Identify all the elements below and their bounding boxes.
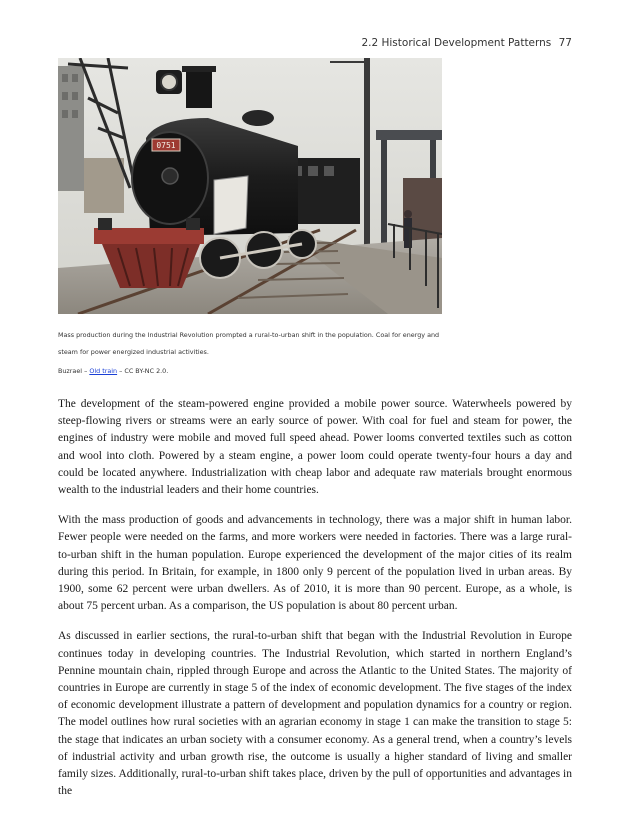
engine-number-plate: 0751 [156, 141, 176, 150]
figure-credit [58, 367, 458, 375]
section-title: 2.2 Historical Development Patterns [361, 37, 552, 49]
credit-author: Buzrael – [58, 367, 90, 375]
steam-locomotive-photo [58, 58, 442, 314]
paragraph-1: The development of the steam-powered engine provided a mobile power source. Waterwheels powered by steep-flowing rivers or streams were an early source of power. With coal for fuel and steam for power, the engines of industry were mobile and moved full speed ahead. Power looms converted textiles such as cotton and wool into cloth. Powered by a steam engine, a power loom could operate twenty-four hours a day and could be located anywhere. Industrialization with cheap labor and adequate raw materials brought enormous wealth to the industrial leaders and their home countries. [58, 398, 572, 497]
paragraph-2: With the mass production of goods and advancements in technology, there was a major shift in human labor. Fewer people were needed on the farms, and more workers were needed in factories. There was a large rural-to-urban shift in the human population. Europe experienced the development of the major cities of its realm during this period. In Britain, for example, in 1800 only 9 percent of the population lived in urban areas. By 1900, some 62 percent were urban dwellers. As of 2010, it is more than 90 percent. Europe, as a whole, is about 75 percent urban. As a comparison, the US population is about 80 percent urban. [58, 514, 572, 613]
running-header [361, 37, 572, 49]
figure-caption: Mass production during the Industrial Revolution prompted a rural-to-urban shift in the population. Coal for energy and steam for power energized industrial activities. [58, 331, 440, 356]
credit-license: – CC BY-NC 2.0. [117, 367, 169, 375]
credit-link[interactable]: Old train [89, 367, 118, 375]
paragraph-3: As discussed in earlier sections, the rural-to-urban shift that began with the Industrial Revolution in Europe continues today in developing countries. The Industrial Revolution, which started in northern England’s Pennine mountain chain, rippled through Europe and across the Atlantic to the United States. The majority of countries in Europe are currently in stage 5 of the index of economic development. The five stages of the index of economic development illustrate a pattern of development and population dynamics for a country or region. The model outlines how rural societies with an agrarian economy in stage 1 can make the transition to stage 5: the stage that indicates an urban society with a consumer economy. As a general trend, when a country’s levels of industrial activity and urban growth rise, the outcome is usually a higher standard of living and smaller family sizes. Additionally, rural-to-urban shift takes place, driven by the pull of opportunities and advantages in the [58, 630, 572, 798]
page-number: 77 [558, 37, 572, 49]
body-text [58, 396, 572, 813]
